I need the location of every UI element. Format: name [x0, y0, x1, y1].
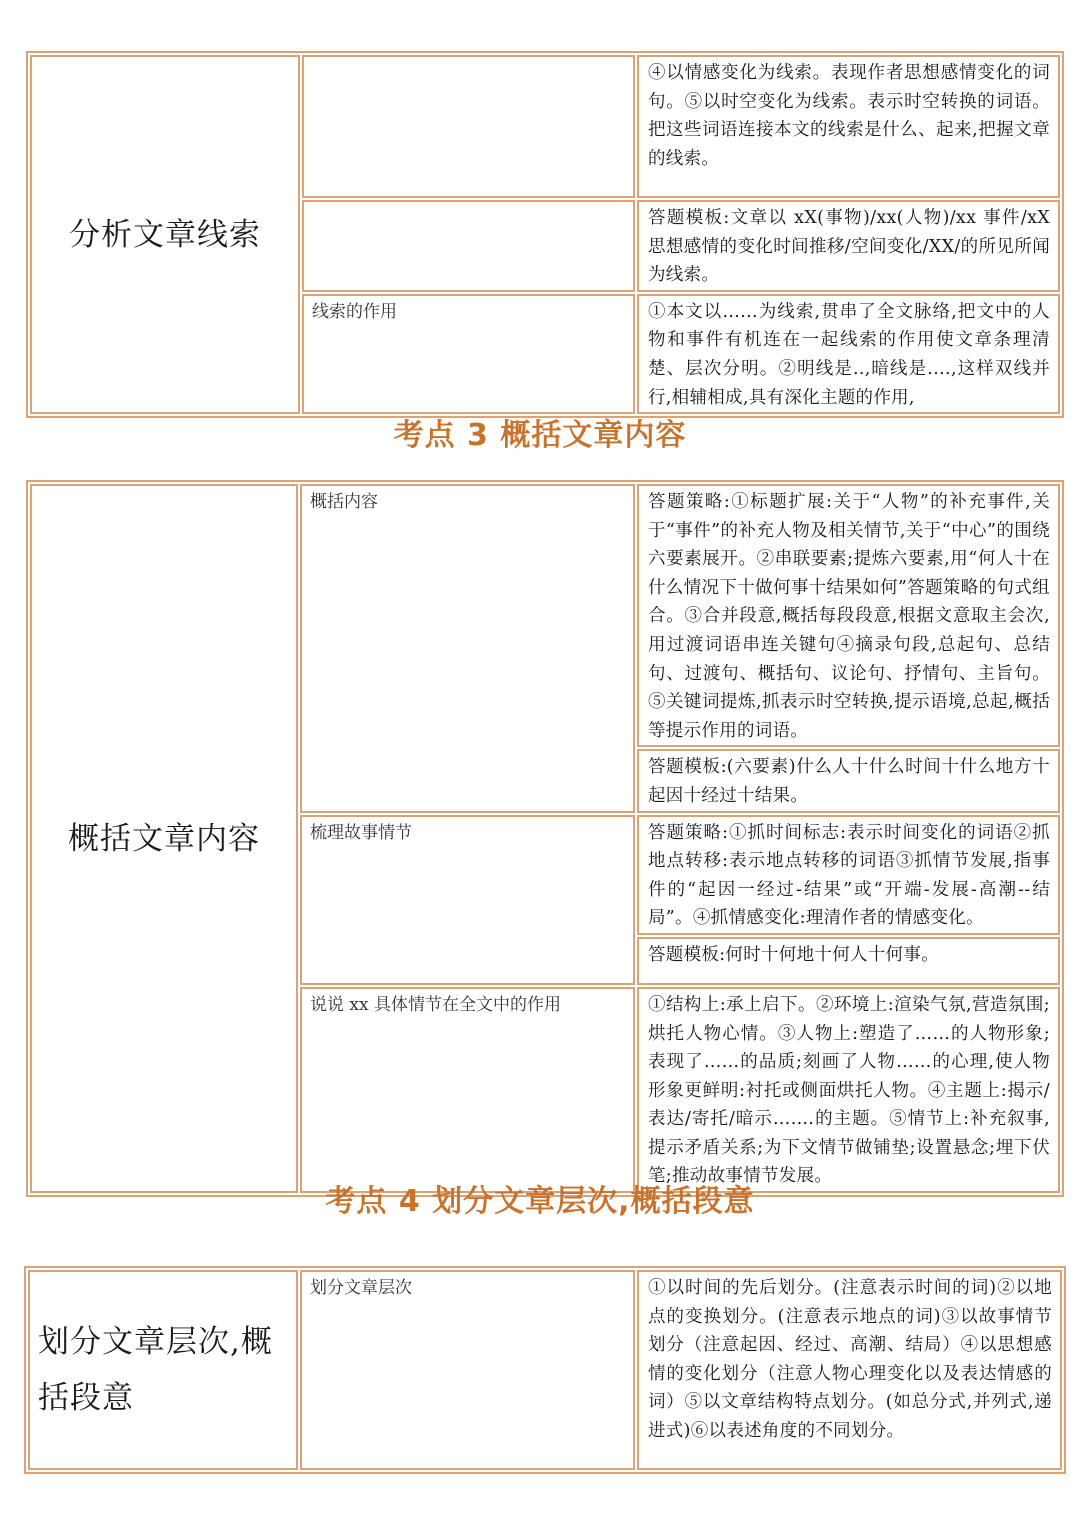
sub-cell: 概括内容: [300, 484, 635, 813]
sub-cell: [302, 55, 635, 198]
layers-table: [24, 1266, 1066, 1474]
sub-cell: 梳理故事情节: [300, 815, 635, 985]
topic-cell: [30, 55, 300, 414]
topic-label: 划分文章层次,概括段意: [38, 1324, 273, 1416]
desc-cell: 答题模板:文章以 xX(事物)/xx(人物)/xx 事件/xX 思想感情的变化时间推移/空间变化/XX/的所见所闻为线索。: [637, 200, 1060, 292]
topic-label: 概括文章内容: [68, 820, 260, 857]
topic-cell: [30, 484, 298, 1193]
section-heading-4: 考点 4 划分文章层次,概括段意: [325, 1184, 755, 1219]
sub-cell: [302, 200, 635, 292]
desc-cell: ①以时间的先后划分。(注意表示时间的词)②以地点的变换划分。(注意表示地点的词)③以故事情节划分（注意起因、经过、高潮、结局）④以思想感情的变化划分（注意人物心理变化以及表达情感的词）⑤以文章结构特点划分。(如总分式,并列式,递进式)⑥以表述角度的不同划分。: [637, 1270, 1062, 1470]
desc-cell: ④以情感变化为线索。表现作者思想感情变化的词句。⑤以时空变化为线索。表示时空转换的词语。把这些词语连接本文的线索是什么、起来,把握文章的线索。: [637, 55, 1060, 198]
topic-cell: [28, 1270, 298, 1470]
topic-label: 分析文章线索: [69, 216, 261, 253]
clue-table: [26, 51, 1064, 418]
sub-cell: 线索的作用: [302, 294, 635, 414]
summary-table: [26, 480, 1064, 1197]
desc-cell: 答题策略:①标题扩展:关于“人物”的补充事件,关于“事件”的补充人物及相关情节,关于“中心”的围绕六要素展开。②串联要素;提炼六要素,用“何人十在什么情况下十做何事十结果如何”答题策略的句式组合。③合并段意,概括每段段意,根据文意取主会次,用过渡词语串连关键句④摘录句段,总起句、总结句、过渡句、概括句、议论句、抒情句、主旨句。⑤关键词提炼,抓表示时空转换,提示语境,总起,概括等提示作用的词语。: [637, 484, 1060, 747]
section-heading-3: 考点 3 概括文章内容: [393, 418, 687, 453]
desc-cell: ①本文以……为线索,贯串了全文脉络,把文中的人物和事件有机连在一起线索的作用使文章条理清楚、层次分明。②明线是..,暗线是.…,这样双线并行,相辅相成,具有深化主题的作用,: [637, 294, 1060, 414]
sub-cell: 说说 xx 具体情节在全文中的作用: [300, 987, 635, 1193]
sub-cell: 划分文章层次: [300, 1270, 635, 1470]
desc-cell: 答题模板:(六要素)什么人十什么时间十什么地方十起因十经过十结果。: [637, 749, 1060, 812]
desc-cell: 答题策略:①抓时间标志:表示时间变化的词语②抓地点转移:表示地点转移的词语③抓情节发展,指事件的“起因一经过-结果”或“开端-发展-高潮--结局”。④抓情感变化:理清作者的情感变化。: [637, 815, 1060, 935]
desc-cell: ①结构上:承上启下。②环境上:渲染气氛,营造氛围;烘托人物心情。③人物上:塑造了……的人物形象;表现了……的品质;刻画了人物……的心理,使人物形象更鲜明:衬托或侧面烘托人物。④主题上:揭示/表达/寄托/暗示….…的主题。⑤情节上:补充叙事,提示矛盾关系;为下文情节做铺垫;设置悬念;埋下伏笔;推动故事情节发展。: [637, 987, 1060, 1193]
desc-cell: 答题模板:何时十何地十何人十何事。: [637, 937, 1060, 985]
